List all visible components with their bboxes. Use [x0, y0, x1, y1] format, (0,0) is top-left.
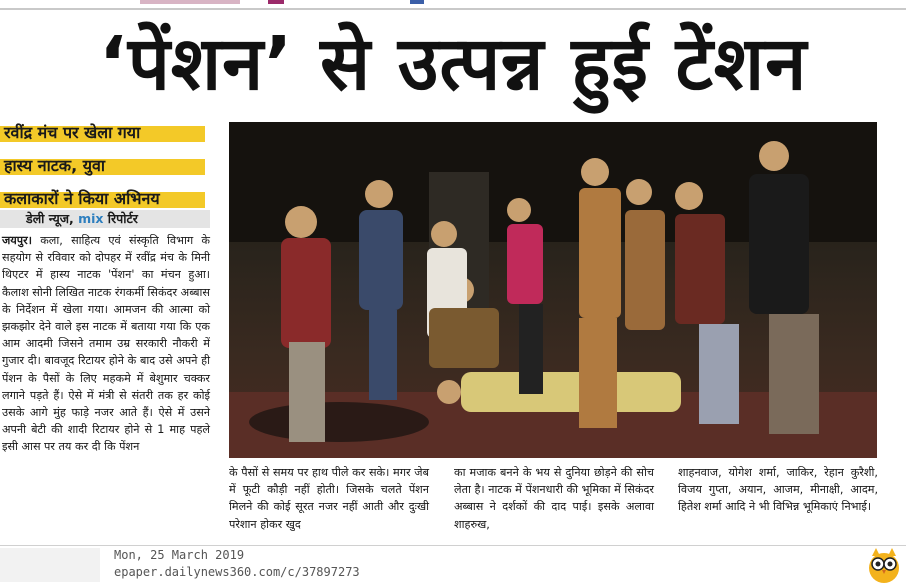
footer-date: Mon, 25 March 2019 — [114, 548, 245, 562]
article-column-2: के पैसों से समय पर हाथ पीले कर सके। मगर जेब में फूटी कौड़ी नहीं होती। जिसके चलते पेंशन मिलने की कोई सूरत नजर नहीं आती और दुःखी परेशान होकर खुद — [229, 466, 429, 531]
byline: डेली न्यूज, mix रिपोर्टर — [0, 210, 210, 228]
top-bar-segment — [410, 0, 424, 4]
dateline: जयपुर। — [2, 234, 32, 247]
headline: ‘पेंशन’ से उत्पन्न हुई टेंशन — [98, 21, 808, 107]
article-text: कला, साहित्य एवं संस्कृति विभाग के सहयोग से रविवार को दोपहर में रवींद्र मंच के मिनी थिएटर में हास्य नाटक 'पेंशन' का मंचन हुआ। कैलाश सोनी लिखित नाटक रंगकर्मी सिकंदर अब्बास के निर्देशन में खेला गया। आमजन की आत्मा को झकझोर देने वाले इस नाटक में बताया गया कि एक आम आदमी जिसने तमाम उम्र सरकारी नौकरी में गुजार दी। बावजूद रिटायर होने के बाद उसे अपने ही पेंशन के पैसों के लिए महकमे में बेशुमार चक्कर लगाने पड़ते हैं। ऐसे में मंत्री से संतरी तक हर कोई उसके आगे मुंह फाड़े नजर आते हैं। ऐसे में उसने अपनी बेटी की शादी रिटायर होने से 1 माह पहले इसी आस पर तय कर दी कि पेंशन — [2, 234, 210, 454]
brand-mix: mix — [78, 211, 104, 226]
article-column-1 — [2, 232, 210, 456]
top-color-bar — [0, 0, 906, 6]
footer-rule — [0, 545, 906, 546]
footer-url[interactable]: epaper.dailynews360.com/c/37897273 — [114, 565, 360, 579]
top-bar-segment — [140, 0, 240, 4]
header-rule — [0, 8, 906, 10]
footer-logo — [0, 548, 100, 582]
subheading-line: कलाकारों ने किया अभिनय — [0, 188, 215, 210]
article-column-3: का मजाक बनने के भय से दुनिया छोड़ने की सोच लेता है। नाटक में पेंशनधारी की भूमिका में सिकंदर अब्बास ने दर्शकों की दाद पाई। इसके अलावा शाहरुख, — [454, 466, 654, 531]
owl-icon — [866, 546, 902, 584]
stage-photo-illustration — [229, 122, 877, 458]
article-column-4: शाहनवाज, योगेश शर्मा, जाकिर, रेहान कुरैशी, विजय गुप्ता, अयान, आजम, मीनाक्षी, आदम, हितेश शर्मा आदि ने भी विभिन्न भूमिकाएं निभाई। — [678, 466, 878, 514]
stage-photo — [229, 122, 877, 458]
top-bar-segment — [268, 0, 284, 4]
subheading-line: रवींद्र मंच पर खेला गया — [0, 122, 215, 144]
subheading-line: हास्य नाटक, युवा — [0, 155, 215, 177]
subheading-block — [0, 122, 215, 221]
